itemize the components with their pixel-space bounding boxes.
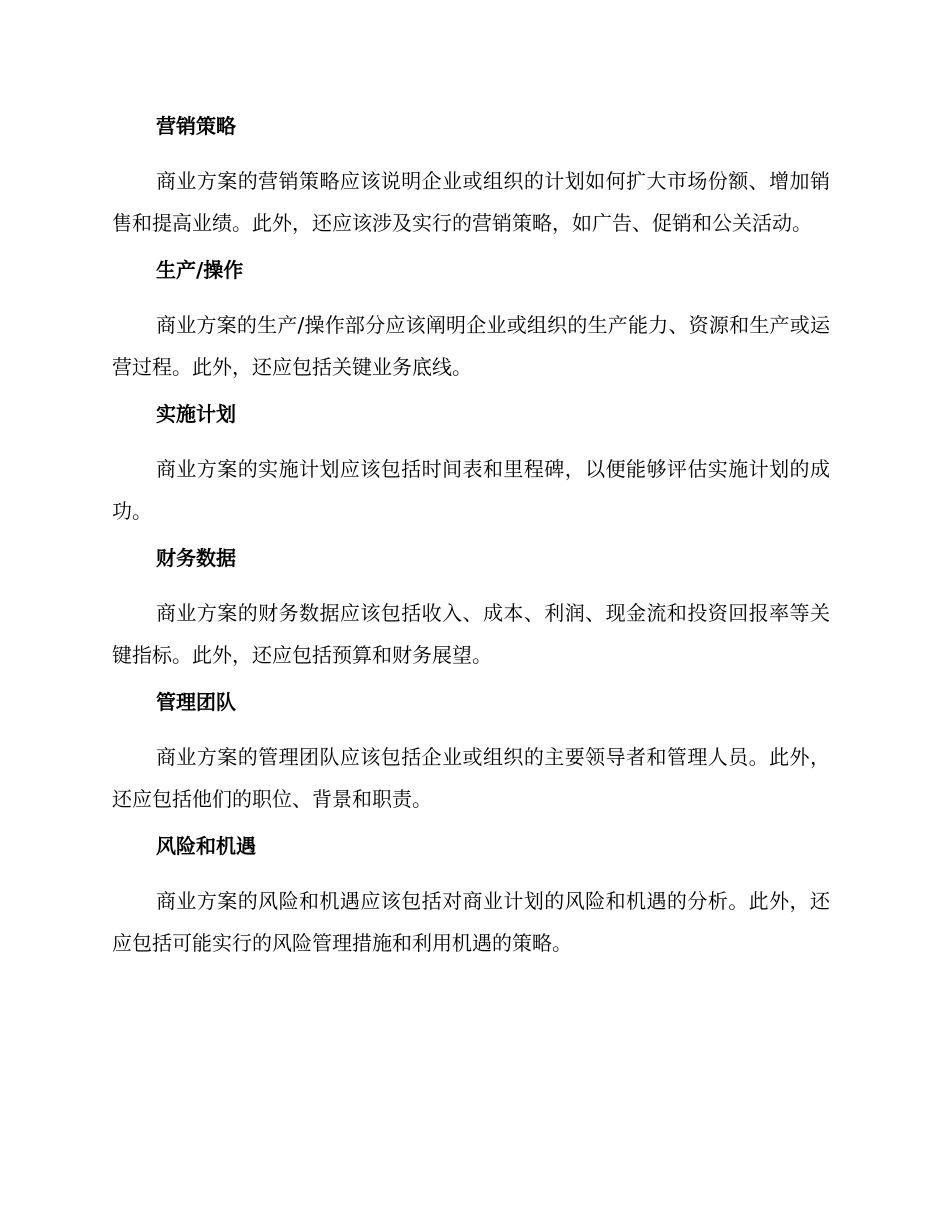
section-production-operation — [112, 252, 830, 388]
section-heading: 财务数据 — [156, 546, 236, 570]
section-paragraph: 商业方案的营销策略应该说明企业或组织的计划如何扩大市场份额、增加销售和提高业绩。此外，还应该涉及实行的营销策略，如广告、促销和公关活动。 — [112, 169, 830, 235]
section-heading: 生产/操作 — [156, 258, 244, 282]
section-heading: 实施计划 — [156, 402, 236, 426]
section-heading: 管理团队 — [156, 690, 236, 714]
section-paragraph: 商业方案的管理团队应该包括企业或组织的主要领导者和管理人员。此外，还应包括他们的职位、背景和职责。 — [112, 745, 830, 811]
section-heading: 营销策略 — [156, 114, 236, 138]
section-risks-opportunities — [112, 828, 830, 964]
section-paragraph: 商业方案的生产/操作部分应该阐明企业或组织的生产能力、资源和生产或运营过程。此外，还应包括关键业务底线。 — [112, 313, 830, 379]
document-content — [112, 108, 830, 972]
section-financial-data — [112, 540, 830, 676]
section-paragraph: 商业方案的财务数据应该包括收入、成本、利润、现金流和投资回报率等关键指标。此外，还应包括预算和财务展望。 — [112, 601, 830, 667]
section-paragraph: 商业方案的风险和机遇应该包括对商业计划的风险和机遇的分析。此外，还应包括可能实行的风险管理措施和利用机遇的策略。 — [112, 889, 830, 955]
section-implementation-plan — [112, 396, 830, 532]
section-heading: 风险和机遇 — [156, 834, 256, 858]
section-management-team — [112, 684, 830, 820]
section-marketing-strategy — [112, 108, 830, 244]
section-paragraph: 商业方案的实施计划应该包括时间表和里程碑，以便能够评估实施计划的成功。 — [112, 457, 830, 523]
